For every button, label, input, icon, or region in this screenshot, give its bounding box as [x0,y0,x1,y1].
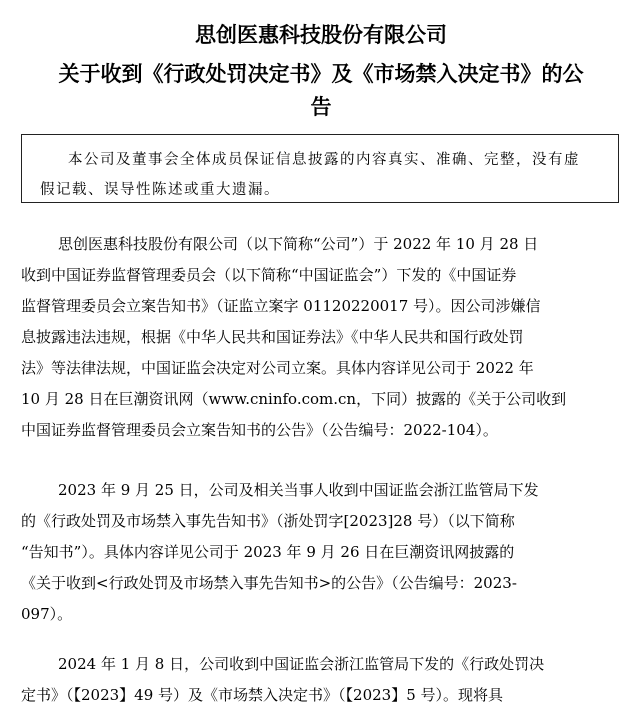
paragraph-line: 097）。 [21,605,73,623]
paragraph-line: 10 月 28 日在巨潮资讯网（www.cninfo.com.cn，下同）披露的《关于公司收到 [21,390,567,408]
paragraph-line: 《关于收到<行政处罚及市场禁入事先告知书>的公告》（公告编号：2023- [21,574,517,592]
disclaimer-box [21,134,619,203]
paragraph-line: 的《行政处罚及市场禁入事先告知书》（浙处罚字[2023]28 号）（以下简称 [21,512,515,530]
paragraph-line: 2024 年 1 月 8 日，公司收到中国证监会浙江监管局下发的《行政处罚决 [58,655,545,673]
paragraph-line: 息披露违法违规，根据《中华人民共和国证券法》《中华人民共和国行政处罚 [21,328,524,346]
paragraph-decision [21,649,621,711]
paragraph-line: 2023 年 9 月 25 日，公司及相关当事人收到中国证监会浙江监管局下发 [58,481,539,499]
disclaimer-line-2: 假记载、误导性陈述或重大遗漏。 [40,182,280,198]
paragraph-line: 监督管理委员会立案告知书》（证监立案字 01120220017 号）。因公司涉嫌信 [21,297,541,315]
paragraph-line: “告知书”）。具体内容详见公司于 2023 年 9 月 26 日在巨潮资讯网披露的 [21,543,515,561]
announcement-title-line2: 告 [310,95,332,119]
paragraph-prior-notice [21,475,621,630]
announcement-title-line1: 关于收到《行政处罚决定书》及《市场禁入决定书》的公 [58,62,584,86]
paragraph-line: 中国证券监督管理委员会立案告知书的公告》（公告编号：2022-104）。 [21,421,498,439]
company-name: 思创医惠科技股份有限公司 [195,23,447,47]
paragraph-line: 思创医惠科技股份有限公司（以下简称“公司”）于 2022 年 10 月 28 日 [58,235,539,253]
paragraph-line: 定书》（【2023】49 号）及《市场禁入决定书》（【2023】5 号）。现将具 [21,686,504,704]
paragraph-line: 收到中国证券监督管理委员会（以下简称“中国证监会”）下发的《中国证券 [21,266,517,284]
paragraph-case-filing [21,229,621,446]
disclaimer-line-1: 本公司及董事会全体成员保证信息披露的内容真实、准确、完整，没有虚 [68,152,580,168]
paragraph-line: 法》等法律法规，中国证监会决定对公司立案。具体内容详见公司于 2022 年 [21,359,534,377]
